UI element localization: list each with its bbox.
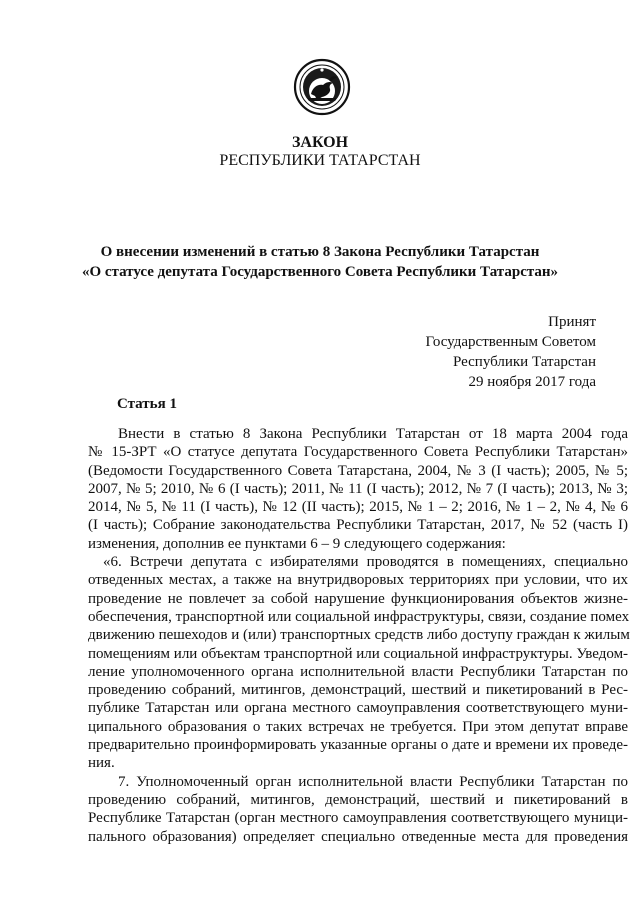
text-line: № 15-ЗРТ «О статусе депутата Государственного Совета Республики Татарстан» xyxy=(88,444,628,461)
adoption-date: 29 ноября 2017 года xyxy=(468,374,596,390)
paragraph-1 xyxy=(88,425,628,553)
text-line: ния. xyxy=(88,755,115,772)
text-line: движению пешеходов и (или) транспортных средств либо доступу граждан к жилым xyxy=(88,627,630,644)
text-line: помещениям или объектам транспортной или социальной инфраструктуры. Уведом- xyxy=(88,645,629,662)
text-line: отведенных местах, а также на внутридворовых территориях при условии, что их xyxy=(88,572,628,589)
text-line: изменения, дополнив ее пунктами 6 – 9 следующего содержания: xyxy=(88,535,506,552)
law-subject-line-2: «О статусе депутата Государственного Совета Республики Татарстан» xyxy=(81,264,559,280)
text-line: (I часть); Собрание законодательства Республики Татарстан, 2017, № 52 (часть I) xyxy=(88,517,628,534)
text-line: «6. Встречи депутата с избирателями проводятся в помещениях, специально xyxy=(103,554,628,571)
text-line: публике Татарстан или органа местного самоуправления соответствующего муни- xyxy=(88,700,628,717)
text-line: Республике Татарстан (орган местного самоуправления соответствующего муници- xyxy=(88,810,628,827)
document-title: ЗАКОН xyxy=(291,134,349,151)
coat-of-arms-emblem xyxy=(293,58,351,116)
adoption-info xyxy=(426,312,597,392)
document-subtitle: РЕСПУБЛИКИ ТАТАРСТАН xyxy=(219,152,421,169)
article-heading: Статья 1 xyxy=(117,396,177,412)
adoption-line-1: Принят xyxy=(548,314,596,330)
text-line: проведению собраний, митингов, демонстраций, шествий и пикетирований в xyxy=(88,791,628,808)
text-line: ципального образования о таких встречах не требуется. При этом депутат вправе xyxy=(88,718,628,735)
text-line: проведение не повлечет за собой нарушение функционирования объектов жизне- xyxy=(88,590,628,607)
text-line: Внести в статью 8 Закона Республики Татарстан от 18 марта 2004 года xyxy=(118,426,628,442)
text-line: (Ведомости Государственного Совета Татарстана, 2004, № 3 (I часть); 2005, № 5; xyxy=(88,462,628,479)
text-line: проведению собраний, митингов, демонстраций, шествий и пикетирований в Рес- xyxy=(88,682,628,699)
text-line: 2014, № 5, № 11 (I часть), № 12 (II часть); 2015, № 1 – 2; 2016, № 1 – 2, № 4, № 6 xyxy=(88,499,628,516)
text-line: предварительно проинформировать указанные органы о дате и времени их проведе- xyxy=(88,737,628,754)
text-line: обеспечения, транспортной или социальной инфраструктуры, связи, создание помех xyxy=(88,608,630,625)
law-subject-line-1: О внесении изменений в статью 8 Закона Республики Татарстан xyxy=(100,244,540,260)
adoption-line-3: Республики Татарстан xyxy=(452,354,596,370)
law-subject xyxy=(40,242,600,282)
paragraph-3 xyxy=(88,773,628,846)
text-line: 7. Уполномоченный орган исполнительной власти Республики Татарстан по xyxy=(118,773,628,790)
paragraph-2 xyxy=(88,553,628,773)
text-line: 2007, № 5; 2010, № 6 (I часть); 2011, № 11 (I часть); 2012, № 7 (I часть); 2013, № 3; xyxy=(88,480,628,497)
article-body xyxy=(88,425,628,846)
adoption-line-2: Государственным Советом xyxy=(425,334,596,350)
text-line: ление уполномоченного органа исполнительной власти Республики Татарстан по xyxy=(88,663,628,680)
text-line: пального образования) определяет специально отведенные места для проведения xyxy=(88,828,628,845)
